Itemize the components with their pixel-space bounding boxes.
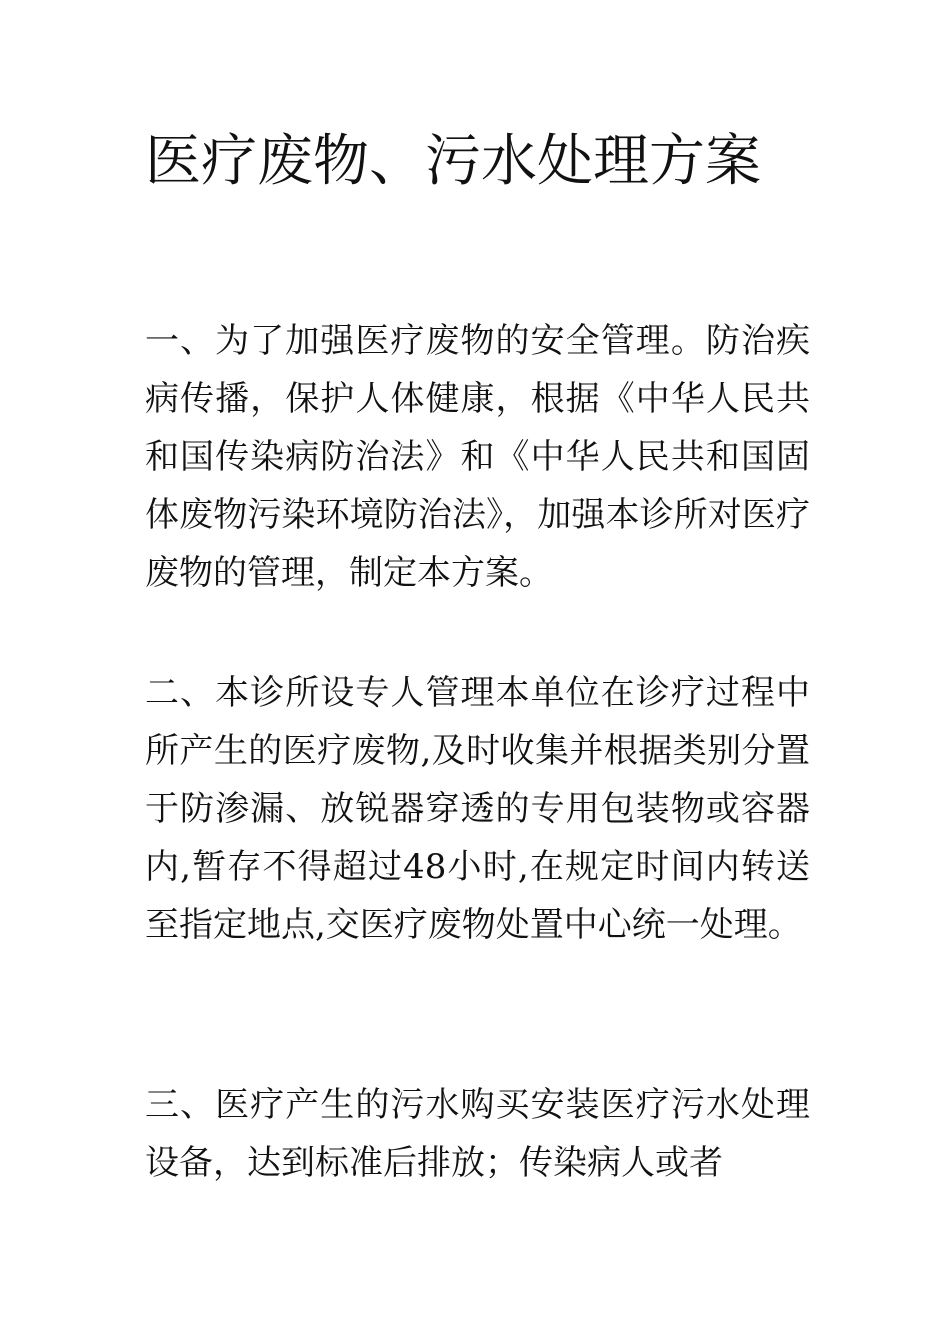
- paragraph-2: 二、本诊所设专人管理本单位在诊疗过程中所产生的医疗废物,及时收集并根据类别分置于防渗漏、放锐器穿透的专用包装物或容器内,暂存不得超过48小时,在规定时间内转送至指定地点,交医疗废物处置中心统一处理。: [145, 673, 810, 945]
- paragraph-1: 一、为了加强医疗废物的安全管理。防治疾病传播，保护人体健康，根据《中华人民共和国传染病防治法》和《中华人民共和国固体废物污染环境防治法》，加强本诊所对医疗废物的管理，制定本方案。: [145, 321, 810, 593]
- document-title: 医疗废物、污水处理方案: [145, 129, 761, 194]
- paragraph-3: 三、医疗产生的污水购买安装医疗污水处理设备，达到标准后排放；传染病人或者: [145, 1085, 810, 1183]
